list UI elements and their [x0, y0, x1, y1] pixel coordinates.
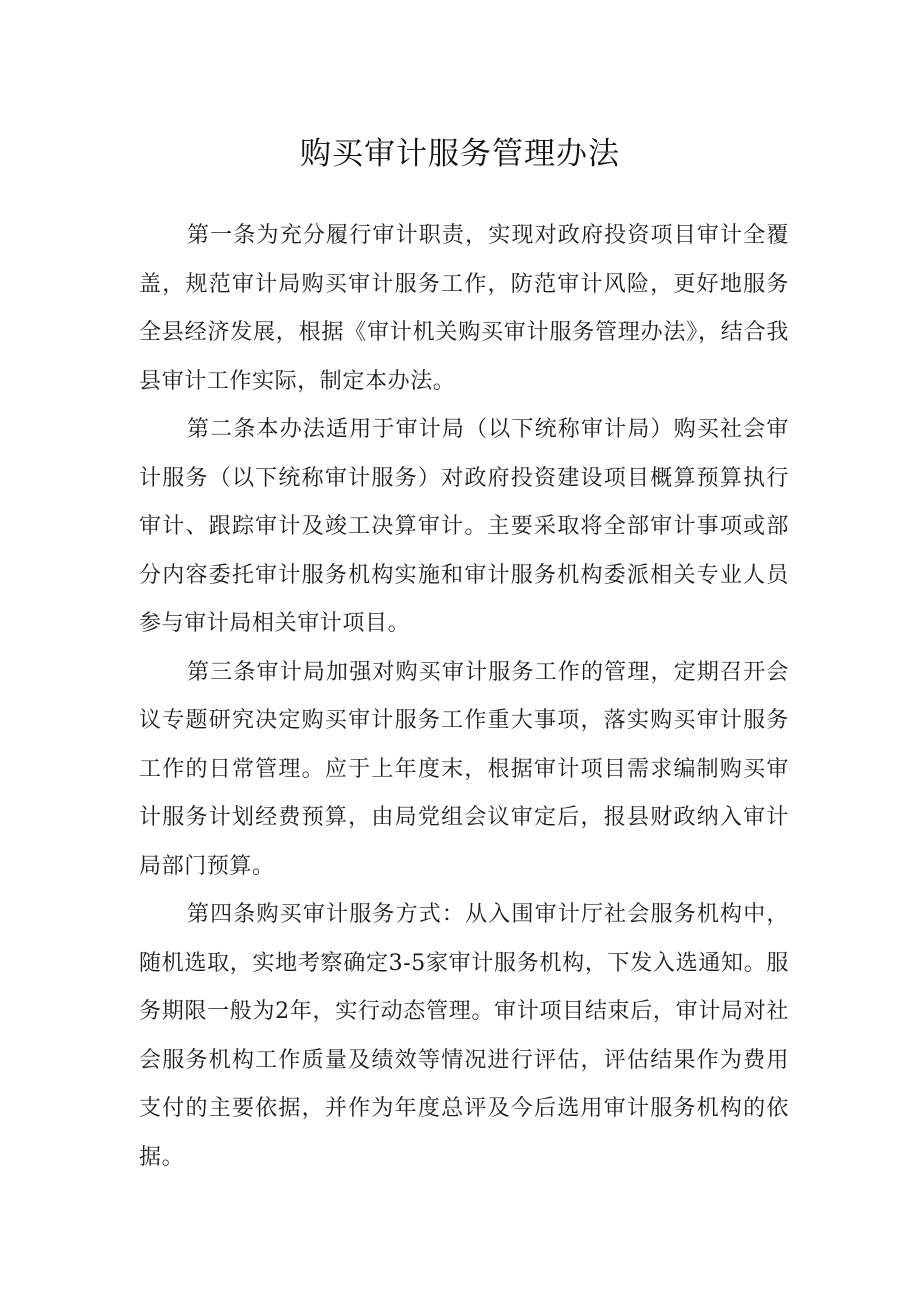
- article-3-paragraph: 第三条审计局加强对购买审计服务工作的管理，定期召开会议专题研究决定购买审计服务工作重大事项，落实购买审计服务工作的日常管理。应于上年度末，根据审计项目需求编制购买审计服务计划经费预算，由局党组会议审定后，报县财政纳入审计局部门预算。: [139, 659, 789, 879]
- article-2-paragraph: 第二条本办法适用于审计局（以下统称审计局）购买社会审计服务（以下统称审计服务）对政府投资建设项目概算预算执行审计、跟踪审计及竣工决算审计。主要采取将全部审计事项或部分内容委托审计服务机构实施和审计服务机构委派相关专业人员参与审计局相关审计项目。: [139, 417, 789, 636]
- article-4-paragraph: 第四条购买审计服务方式：从入围审计厅社会服务机构中，随机选取，实地考察确定3-5家审计服务机构，下发入选通知。服务期限一般为2年，实行动态管理。审计项目结束后，审计局对社会服务机构工作质量及绩效等情况进行评估，评估结果作为费用支付的主要依据，并作为年度总评及今后选用审计服务机构的依据。: [139, 902, 789, 1170]
- document-body: [139, 212, 789, 1182]
- article-1-paragraph: 第一条为充分履行审计职责，实现对政府投资项目审计全覆盖，规范审计局购买审计服务工作，防范审计风险，更好地服务全县经济发展，根据《审计机关购买审计服务管理办法》，结合我县审计工作实际，制定本办法。: [139, 223, 789, 394]
- document-title: 购买审计服务管理办法: [300, 136, 620, 172]
